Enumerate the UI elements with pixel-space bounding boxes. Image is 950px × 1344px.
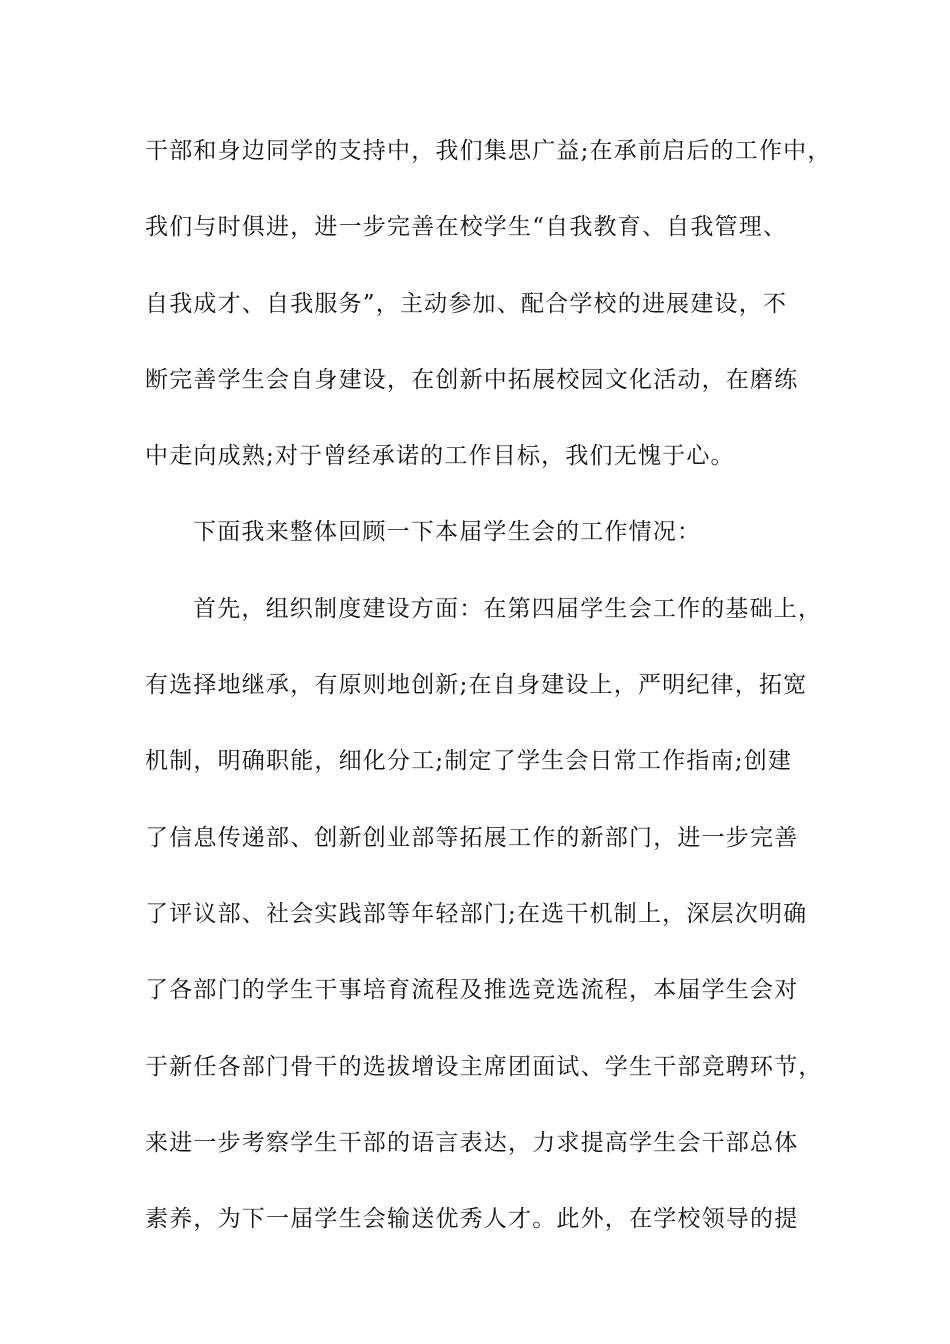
text-line: 了评议部、社会实践部等年轻部门;在选干机制上，深层次明确 (145, 900, 808, 927)
text-line: 素养，为下一届学生会输送优秀人才。此外，在学校领导的提 (145, 1206, 799, 1233)
text-line: 自我成才、自我服务”，主动参加、配合学校的进展建设，不 (145, 290, 788, 317)
text-line: 有选择地继承，有原则地创新;在自身建设上，严明纪律，拓宽 (145, 672, 808, 699)
text-line: 来进一步考察学生干部的语言表达，力求提高学生会干部总体 (145, 1129, 799, 1156)
text-line: 断完善学生会自身建设，在创新中拓展校园文化活动，在磨练 (145, 366, 799, 393)
text-line: 干部和身边同学的支持中，我们集思广益;在承前启后的工作中， (145, 138, 832, 164)
text-line: 于新任各部门骨干的选拔增设主席团面试、学生干部竞聘环节， (145, 1053, 823, 1080)
paragraph-first-line: 首先，组织制度建设方面：在第四届学生会工作的基础上， (193, 595, 823, 622)
text-line: 了各部门的学生干事培育流程及推选竞选流程，本届学生会对 (145, 977, 799, 1004)
text-line: 机制，明确职能，细化分工;制定了学生会日常工作指南;创建 (145, 748, 793, 775)
paragraph-intro-line: 下面我来整体回顾一下本届学生会的工作情况： (193, 519, 702, 546)
text-line: 了信息传递部、创新创业部等拓展工作的新部门，进一步完善 (145, 824, 799, 851)
text-line: 我们与时俱进，进一步完善在校学生“自我教育、自我管理、 (145, 214, 788, 241)
body-text (145, 128, 832, 1272)
text-line: 中走向成熟;对于曾经承诺的工作目标，我们无愧于心。 (145, 443, 735, 470)
